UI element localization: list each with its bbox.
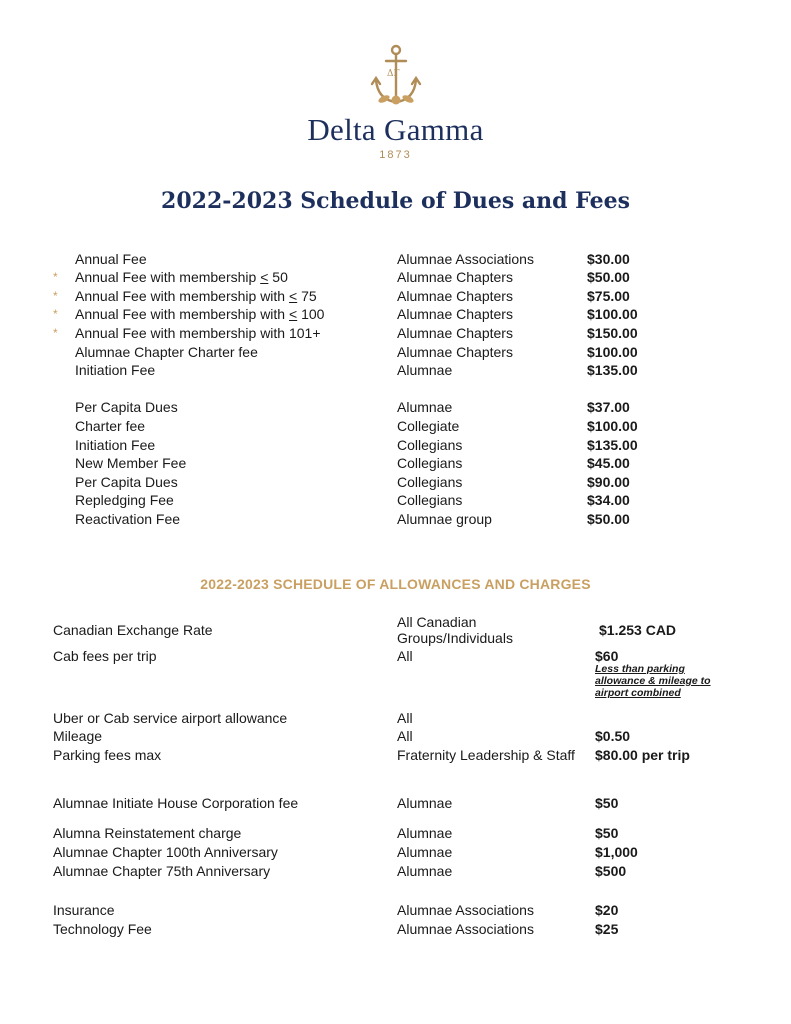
fee-group: Alumnae: [397, 399, 453, 415]
allowance-item: Uber or Cab service airport allowance: [53, 710, 288, 726]
allowance-row: [0, 794, 791, 813]
logo-letters: ΔΓ: [386, 69, 400, 79]
fee-name: Annual Fee with membership with 101+: [75, 325, 321, 341]
allowance-item: Canadian Exchange Rate: [53, 622, 213, 638]
fee-group: Alumnae Chapters: [397, 344, 513, 360]
asterisk-icon: *: [53, 289, 58, 303]
allowance-item: Alumnae Chapter 75th Anniversary: [53, 863, 271, 879]
fee-group: Collegians: [397, 455, 463, 471]
asterisk-icon: *: [53, 307, 58, 321]
allowance-row: [0, 843, 791, 862]
fee-group: Alumnae Chapters: [397, 269, 513, 285]
fee-name: Alumnae Chapter Charter fee: [75, 344, 258, 360]
cab-fee-note: Less than parking allowance & mileage to airport combined: [595, 663, 711, 699]
allowance-row: [0, 621, 791, 640]
fee-amount: $100.00: [587, 418, 638, 434]
fee-amount: $90.00: [587, 474, 630, 490]
fee-name: Per Capita Dues: [75, 474, 178, 490]
allowance-group: Alumnae Associations: [397, 902, 534, 918]
fee-group: Alumnae Chapters: [397, 306, 513, 322]
fee-name: Initiation Fee: [75, 437, 156, 453]
page-title: 2022-2023 Schedule of Dues and Fees: [161, 188, 630, 214]
fee-name: Annual Fee with membership with < 75: [75, 288, 317, 304]
allowance-row: [0, 920, 791, 939]
allowance-amount: $60: [595, 648, 619, 664]
fee-group: Collegians: [397, 474, 463, 490]
fee-name: Initiation Fee: [75, 362, 156, 378]
allowance-amount: $80.00 per trip: [595, 747, 690, 763]
allowance-item: Alumna Reinstatement charge: [53, 825, 242, 841]
fee-amount: $34.00: [587, 492, 630, 508]
allowance-amount: $0.50: [595, 728, 631, 744]
dues-row: [0, 454, 791, 473]
allowance-item: Technology Fee: [53, 921, 152, 937]
fee-name: Annual Fee: [75, 251, 147, 267]
allowance-amount: $25: [595, 921, 619, 937]
fee-group: Alumnae Chapters: [397, 288, 513, 304]
allowance-amount: $50: [595, 795, 619, 811]
fee-group: Alumnae: [397, 362, 453, 378]
dues-row: [0, 343, 791, 362]
anchor-logo: [0, 44, 791, 114]
fee-amount: $135.00: [587, 437, 638, 453]
dues-row: [0, 417, 791, 436]
allowance-amount: $1,000: [595, 844, 638, 860]
fee-amount: $75.00: [587, 288, 630, 304]
fee-amount: $50.00: [587, 269, 630, 285]
fee-amount: $30.00: [587, 251, 630, 267]
allowances-heading: 2022-2023 SCHEDULE OF ALLOWANCES AND CHARGES: [200, 576, 591, 592]
dues-row: [0, 473, 791, 492]
fee-group: Alumnae group: [397, 511, 492, 527]
brand-name: Delta Gamma: [307, 112, 484, 147]
fee-name: Per Capita Dues: [75, 399, 178, 415]
allowance-item: Alumnae Initiate House Corporation fee: [53, 795, 299, 811]
dues-row: [0, 361, 791, 380]
allowance-group: All Canadian Groups/Individuals: [397, 614, 513, 646]
allowance-row: [0, 746, 791, 765]
fee-name: Charter fee: [75, 418, 146, 434]
allowance-amount: $50: [595, 825, 619, 841]
allowance-group: All: [397, 648, 413, 664]
asterisk-icon: *: [53, 270, 58, 284]
allowance-item: Cab fees per trip: [53, 648, 157, 664]
anchor-icon: [366, 44, 426, 114]
fee-name: Repledging Fee: [75, 492, 174, 508]
allowance-row: [0, 824, 791, 843]
fee-amount: $50.00: [587, 511, 630, 527]
fee-amount: $135.00: [587, 362, 638, 378]
allowance-group: Alumnae Associations: [397, 921, 534, 937]
fee-name: New Member Fee: [75, 455, 187, 471]
allowance-row: [0, 901, 791, 920]
dues-row: [0, 398, 791, 417]
allowance-amount: $20: [595, 902, 619, 918]
fee-name: Annual Fee with membership with < 100: [75, 306, 325, 322]
allowance-row: [0, 709, 791, 728]
allowance-amount: $500: [595, 863, 627, 879]
fee-amount: $45.00: [587, 455, 630, 471]
dues-row: [0, 510, 791, 529]
allowance-group: All: [397, 710, 413, 726]
allowance-item: Alumnae Chapter 100th Anniversary: [53, 844, 278, 860]
dues-row: [0, 250, 791, 269]
fee-name: Reactivation Fee: [75, 511, 181, 527]
dues-row: [0, 268, 791, 287]
fee-group: Alumnae Chapters: [397, 325, 513, 341]
allowance-row: [0, 727, 791, 746]
fee-group: Collegians: [397, 492, 463, 508]
fee-group: Collegians: [397, 437, 463, 453]
dues-row: [0, 491, 791, 510]
allowance-amount: $1.253 CAD: [599, 622, 677, 638]
dues-row: [0, 287, 791, 306]
fee-group: Alumnae Associations: [397, 251, 534, 267]
allowance-group: Alumnae: [397, 844, 453, 860]
fee-amount: $37.00: [587, 399, 630, 415]
allowance-row: [0, 862, 791, 881]
allowance-item: Insurance: [53, 902, 115, 918]
fee-amount: $100.00: [587, 306, 638, 322]
allowance-item: Parking fees max: [53, 747, 162, 763]
dues-row: [0, 305, 791, 324]
allowance-group: Fraternity Leadership & Staff: [397, 747, 575, 763]
fee-group: Collegiate: [397, 418, 460, 434]
brand-year: 1873: [379, 149, 412, 161]
allowance-group: Alumnae: [397, 825, 453, 841]
allowance-group: Alumnae: [397, 795, 453, 811]
allowance-item: Mileage: [53, 728, 103, 744]
fee-name: Annual Fee with membership < 50: [75, 269, 288, 285]
dues-row: [0, 324, 791, 343]
fee-amount: $150.00: [587, 325, 638, 341]
allowance-group: Alumnae: [397, 863, 453, 879]
dues-row: [0, 436, 791, 455]
allowance-group: All: [397, 728, 413, 744]
fee-amount: $100.00: [587, 344, 638, 360]
asterisk-icon: *: [53, 326, 58, 340]
